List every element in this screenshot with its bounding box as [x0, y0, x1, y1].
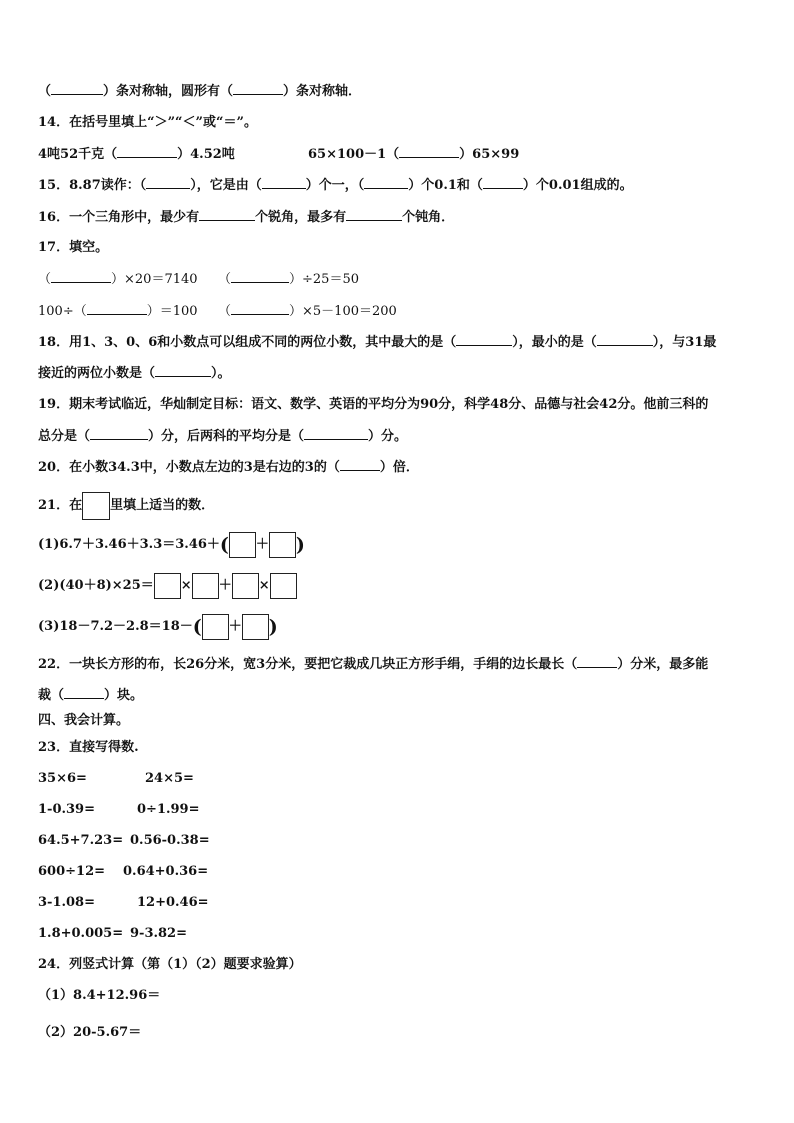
text: (1)6.7＋3.46＋3.3＝3.46＋: [38, 537, 220, 552]
text: ）个0.01组成的。: [522, 178, 633, 193]
blank[interactable]: [364, 176, 408, 189]
text: 个钝角．: [402, 210, 455, 225]
text: ）条对称轴．: [283, 84, 362, 99]
calc-a-0: 35×6=: [38, 771, 87, 786]
text: 15．8.87读作：（: [38, 178, 147, 193]
text: 4吨52千克（: [38, 147, 118, 162]
question-20: [38, 458, 419, 477]
blank[interactable]: [64, 686, 104, 699]
text: ）×20＝7140: [111, 272, 198, 287]
text: ）条对称轴，圆形有（: [103, 84, 234, 99]
text: 65×100－1（: [308, 147, 400, 162]
calc-b-3: 0.64+0.36=: [123, 864, 209, 879]
question-15: [38, 176, 633, 195]
text: ）分。: [368, 429, 408, 444]
text: （: [38, 272, 52, 287]
text: ）。: [211, 366, 231, 381]
blank[interactable]: [597, 333, 653, 346]
text: 个锐角，最多有: [255, 210, 347, 225]
paren-close: ): [295, 533, 305, 556]
question-21: [38, 491, 214, 521]
question-14: 14．在括号里填上“＞”“＜”或“＝”。: [38, 115, 257, 130]
answer-box[interactable]: [270, 573, 297, 599]
question-14-items-right: [308, 145, 519, 164]
text: ＋: [218, 578, 232, 593]
answer-box[interactable]: [202, 614, 229, 640]
symmetry-line: [38, 82, 361, 101]
blank[interactable]: [399, 145, 459, 158]
blank[interactable]: [233, 82, 283, 95]
calc-b-2: 0.56-0.38=: [130, 833, 210, 848]
text: ）4.52吨: [177, 147, 235, 162]
text: (2)(40＋8)×25＝: [38, 578, 154, 593]
question-19: 19．期末考试临近，华灿制定目标：语文、数学、英语的平均分为90分，科学48分、品德与社会42分。他前三科的: [38, 397, 709, 412]
answer-box[interactable]: [269, 532, 296, 558]
question-17-row-1-right: [218, 270, 359, 289]
answer-box-example: [82, 492, 110, 520]
question-22-cont: [38, 686, 143, 705]
text: （: [38, 84, 52, 99]
text: (3)18－7.2－2.8＝18－: [38, 619, 193, 634]
question-17: 17．填空。: [38, 240, 109, 255]
question-14-items: [38, 145, 235, 164]
text: 100÷（: [38, 304, 87, 319]
text: 22．一块长方形的布，长26分米，宽3分米，要把它裁成几块正方形手绢，手绢的边长最长（: [38, 657, 578, 672]
text: ＋: [255, 537, 269, 552]
question-17-row-2: [38, 302, 198, 321]
text: ），与31最: [652, 335, 717, 350]
blank[interactable]: [346, 208, 402, 221]
text: 总分是（: [38, 429, 91, 444]
text: ×: [258, 578, 270, 593]
text: ），它是由（: [190, 178, 262, 193]
question-19-cont: [38, 427, 407, 446]
text: （: [218, 272, 232, 287]
text: 16．一个三角形中，最少有: [38, 210, 200, 225]
blank[interactable]: [231, 302, 289, 315]
question-17-row-2-right: [218, 302, 397, 321]
paren-close: ): [268, 615, 278, 638]
answer-box[interactable]: [192, 573, 219, 599]
text: ）65×99: [459, 147, 520, 162]
blank[interactable]: [146, 176, 190, 189]
text: ）×5－100＝200: [289, 304, 397, 319]
text: ×: [180, 578, 192, 593]
question-21-part-3: [38, 613, 278, 641]
text: ）分，后两科的平均分是（: [148, 429, 305, 444]
paren-open: (: [219, 533, 229, 556]
text: 里填上适当的数．: [110, 498, 215, 513]
blank[interactable]: [304, 427, 368, 440]
blank[interactable]: [577, 655, 617, 668]
question-18: [38, 333, 716, 352]
text: ）倍．: [379, 460, 419, 475]
blank[interactable]: [340, 458, 380, 471]
calc-a-2: 64.5+7.23=: [38, 833, 124, 848]
answer-box[interactable]: [242, 614, 269, 640]
text: ）÷25＝50: [289, 272, 359, 287]
blank[interactable]: [90, 427, 148, 440]
text: ）个一，（: [305, 178, 365, 193]
text: ），最小的是（: [512, 335, 597, 350]
blank[interactable]: [155, 364, 211, 377]
question-21-part-1: [38, 531, 305, 559]
text: 21．在: [38, 498, 83, 513]
question-22: [38, 655, 708, 674]
calc-b-0: 24×5=: [145, 771, 194, 786]
text: ）块。: [104, 688, 144, 703]
calc-b-1: 0÷1.99=: [137, 802, 200, 817]
text: 裁（: [38, 688, 65, 703]
answer-box[interactable]: [229, 532, 256, 558]
calc-a-4: 3-1.08=: [38, 895, 95, 910]
question-17-row-1: [38, 270, 198, 289]
calc-a-5: 1.8+0.005=: [38, 926, 124, 941]
calc-a-1: 1-0.39=: [38, 802, 95, 817]
paren-open: (: [192, 615, 202, 638]
text: 接近的两位小数是（: [38, 366, 156, 381]
question-24-part-1: （1）8.4+12.96＝: [38, 988, 161, 1003]
blank[interactable]: [199, 208, 255, 221]
question-16: [38, 208, 454, 227]
blank[interactable]: [456, 333, 512, 346]
text: 18．用1、3、0、6和小数点可以组成不同的两位小数，其中最大的是（: [38, 335, 457, 350]
blank[interactable]: [483, 176, 523, 189]
calc-a-3: 600÷12=: [38, 864, 106, 879]
question-18-cont: [38, 364, 231, 383]
text: ＋: [228, 619, 242, 634]
question-24-part-2: （2）20-5.67＝: [38, 1025, 142, 1040]
text: （: [218, 304, 232, 319]
blank[interactable]: [262, 176, 306, 189]
text: ）分米，最多能: [617, 657, 709, 672]
text: ）个0.1和（: [408, 178, 483, 193]
blank[interactable]: [117, 145, 177, 158]
question-23: 23．直接写得数.: [38, 740, 139, 755]
answer-box[interactable]: [232, 573, 259, 599]
question-21-part-2: [38, 572, 297, 600]
calc-b-4: 12+0.46=: [137, 895, 209, 910]
blank[interactable]: [87, 302, 147, 315]
text: ）＝100: [146, 304, 198, 319]
blank[interactable]: [51, 270, 111, 283]
question-24: 24．列竖式计算（第（1）（2）题要求验算）: [38, 957, 302, 972]
answer-box[interactable]: [154, 573, 181, 599]
blank[interactable]: [231, 270, 289, 283]
calc-b-5: 9-3.82=: [130, 926, 187, 941]
blank[interactable]: [51, 82, 103, 95]
section-heading: 四、我会计算。: [38, 713, 130, 728]
text: 20．在小数34.3中，小数点左边的3是右边的3的（: [38, 460, 340, 475]
